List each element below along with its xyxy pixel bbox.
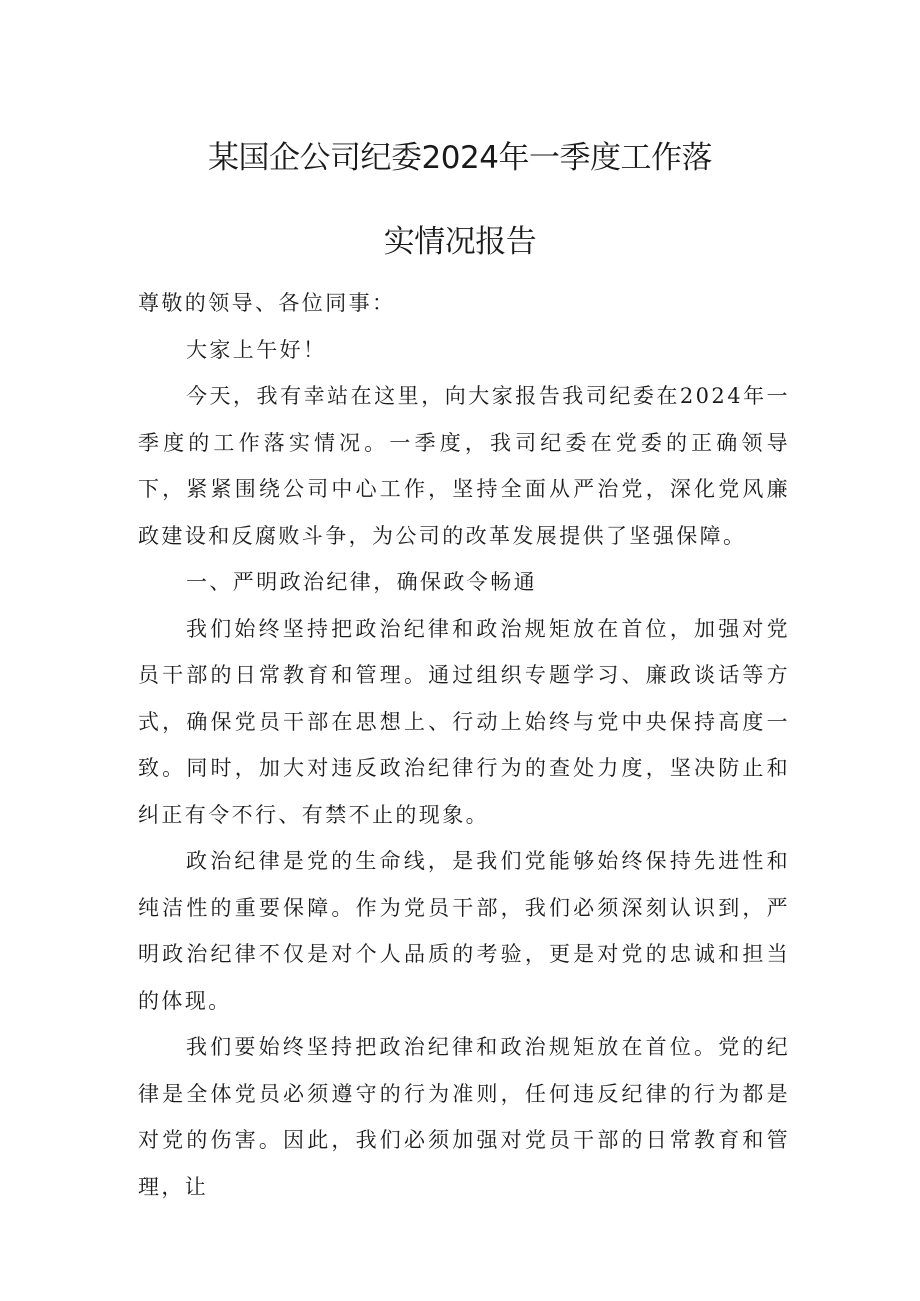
document-title-line-1: 某国企公司纪委2024年一季度工作落 xyxy=(208,140,712,176)
paragraph-intro: 今天，我有幸站在这里，向大家报告我司纪委在2024年一季度的工作落实情况。一季度，我司纪委在党委的正确领导下，紧紧围绕公司中心工作，坚持全面从严治党，深化党风廉政建设和反腐败斗争，为公司的改革发展提供了坚强保障。 xyxy=(138,384,790,548)
salutation: 尊敬的领导、各位同事： xyxy=(138,291,396,315)
document-title-line-2: 实情况报告 xyxy=(383,224,537,260)
document-body xyxy=(138,280,790,1210)
section-heading-1: 一、严明政治纪律，确保政令畅通 xyxy=(186,570,537,594)
paragraph: 我们要始终坚持把政治纪律和政治规矩放在首位。党的纪律是全体党员必须遵守的行为准则，任何违反纪律的行为都是对党的伤害。因此，我们必须加强对党员干部的日常教育和管理，让 xyxy=(138,1035,790,1199)
paragraph: 政治纪律是党的生命线，是我们党能够始终保持先进性和纯洁性的重要保障。作为党员干部，我们必须深刻认识到，严明政治纪律不仅是对个人品质的考验，更是对党的忠诚和担当的体现。 xyxy=(138,849,790,1013)
greeting: 大家上午好！ xyxy=(186,337,327,362)
paragraph: 我们始终坚持把政治纪律和政治规矩放在首位，加强对党员干部的日常教育和管理。通过组织专题学习、廉政谈话等方式，确保党员干部在思想上、行动上始终与党中央保持高度一致。同时，加大对违反政治纪律行为的查处力度，坚决防止和纠正有令不行、有禁不止的现象。 xyxy=(138,616,790,827)
